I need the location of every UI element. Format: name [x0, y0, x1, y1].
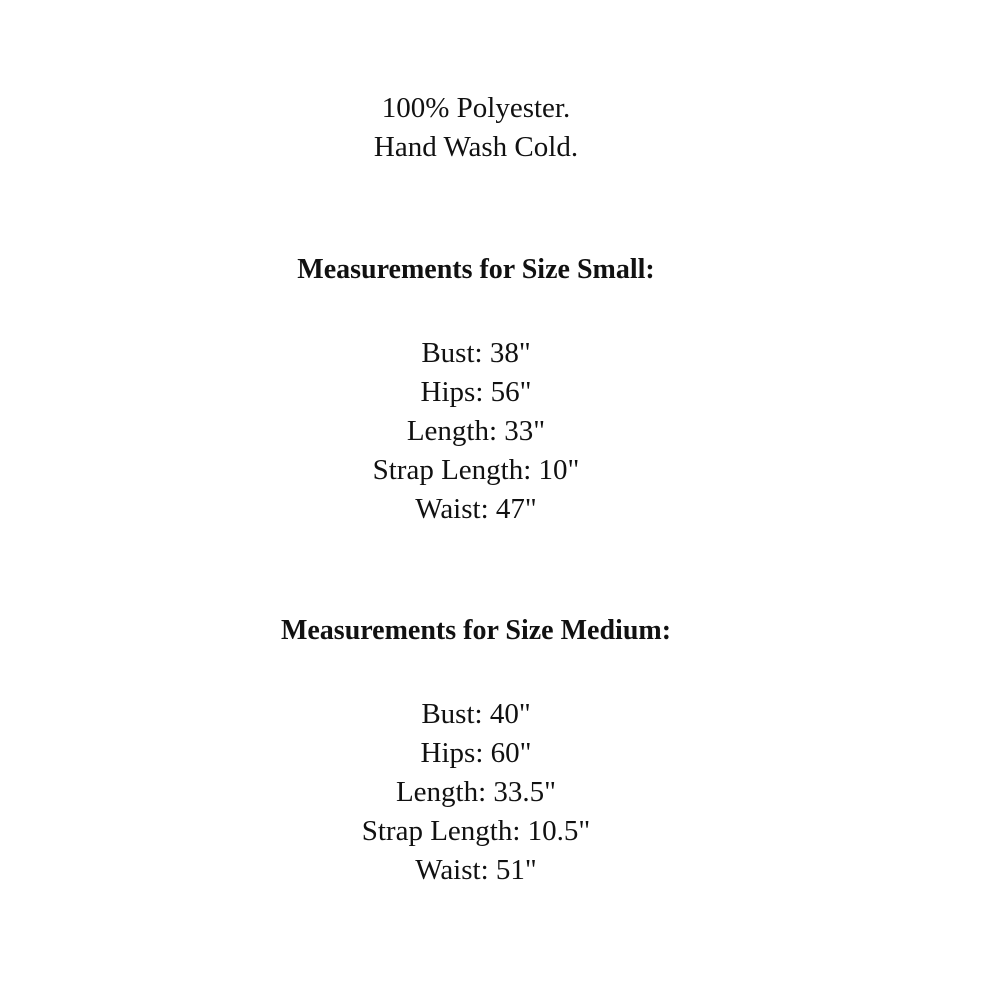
size-medium-waist: Waist: 51": [415, 854, 537, 886]
size-medium-length: Length: 33.5": [395, 776, 557, 808]
material-text: 100% Polyester.: [381, 92, 571, 124]
size-medium-heading: Measurements for Size Medium:: [280, 615, 672, 646]
size-small-waist: Waist: 47": [415, 493, 537, 525]
size-medium-hips: Hips: 60": [420, 737, 532, 769]
size-small-strap-length: Strap Length: 10": [372, 454, 580, 486]
size-medium-bust: Bust: 40": [421, 698, 531, 730]
size-small-heading: Measurements for Size Small:: [297, 254, 655, 285]
size-small-length: Length: 33": [406, 415, 546, 447]
wash-instructions-text: Hand Wash Cold.: [373, 131, 579, 163]
size-medium-strap-length: Strap Length: 10.5": [361, 815, 591, 847]
size-small-bust: Bust: 38": [421, 337, 531, 369]
size-small-hips: Hips: 56": [420, 376, 532, 408]
